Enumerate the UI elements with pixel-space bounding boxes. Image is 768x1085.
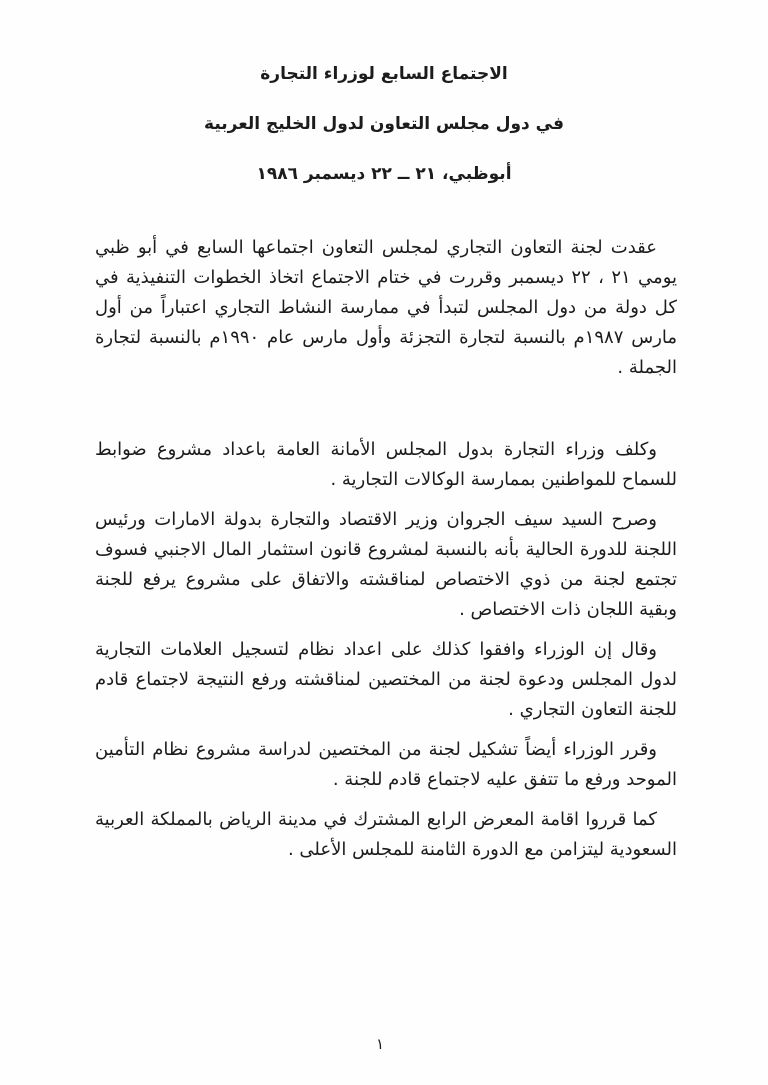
- paragraph-3: وصرح السيد سيف الجروان وزير الاقتصاد والتجارة بدولة الامارات ورئيس اللجنة للدورة الحالية بأنه بالنسبة لمشروع قانون استثمار المال الاجنبي فسوف تجتمع لجنة من ذوي الاختصاص لمناقشته والاتفاق على مشروع يرفع للجنة وبقية اللجان ذات الاختصاص .: [95, 509, 677, 620]
- paragraph-2: وكلف وزراء التجارة بدول المجلس الأمانة العامة باعداد مشروع ضوابط للسماح للمواطنين بممارسة الوكالات التجارية .: [95, 439, 677, 490]
- document-title-line-2: في دول مجلس التعاون لدول الخليج العربية: [204, 114, 564, 134]
- page-number: ١: [375, 1035, 385, 1053]
- document-title-line-1: الاجتماع السابع لوزراء التجارة: [260, 64, 508, 84]
- document-body: [0, 233, 768, 865]
- paragraph-6: كما قرروا اقامة المعرض الرابع المشترك في مدينة الرياض بالمملكة العربية السعودية ليتزامن مع الدورة الثامنة للمجلس الأعلى .: [95, 809, 677, 860]
- paragraph-5: وقرر الوزراء أيضاً تشكيل لجنة من المختصين لدراسة مشروع نظام التأمين الموحد ورفع ما تتفق عليه لاجتماع قادم للجنة .: [95, 739, 677, 790]
- document-header: [0, 0, 768, 183]
- paragraph-4: وقال إن الوزراء وافقوا كذلك على اعداد نظام لتسجيل العلامات التجارية لدول المجلس ودعوة لجنة من المختصين لمناقشته ورفع النتيجة لاجتماع قادم للجنة التعاون التجاري .: [95, 639, 677, 720]
- document-title-line-3-date: أبوظبي، ٢١ ــ ٢٢ ديسمبر ١٩٨٦: [256, 164, 512, 184]
- paragraph-1: عقدت لجنة التعاون التجاري لمجلس التعاون اجتماعها السابع في أبو ظبي يومي ٢١ ، ٢٢ ديسمبر وقررت في ختام الاجتماع اتخاذ الخطوات التنفيذية في كل دولة من دول المجلس لتبدأ في ممارسة النشاط التجاري اعتباراً من أول مارس ١٩٨٧م بالنسبة لتجارة التجزئة وأول مارس عام ١٩٩٠م بالنسبة لتجارة الجملة .: [95, 237, 678, 378]
